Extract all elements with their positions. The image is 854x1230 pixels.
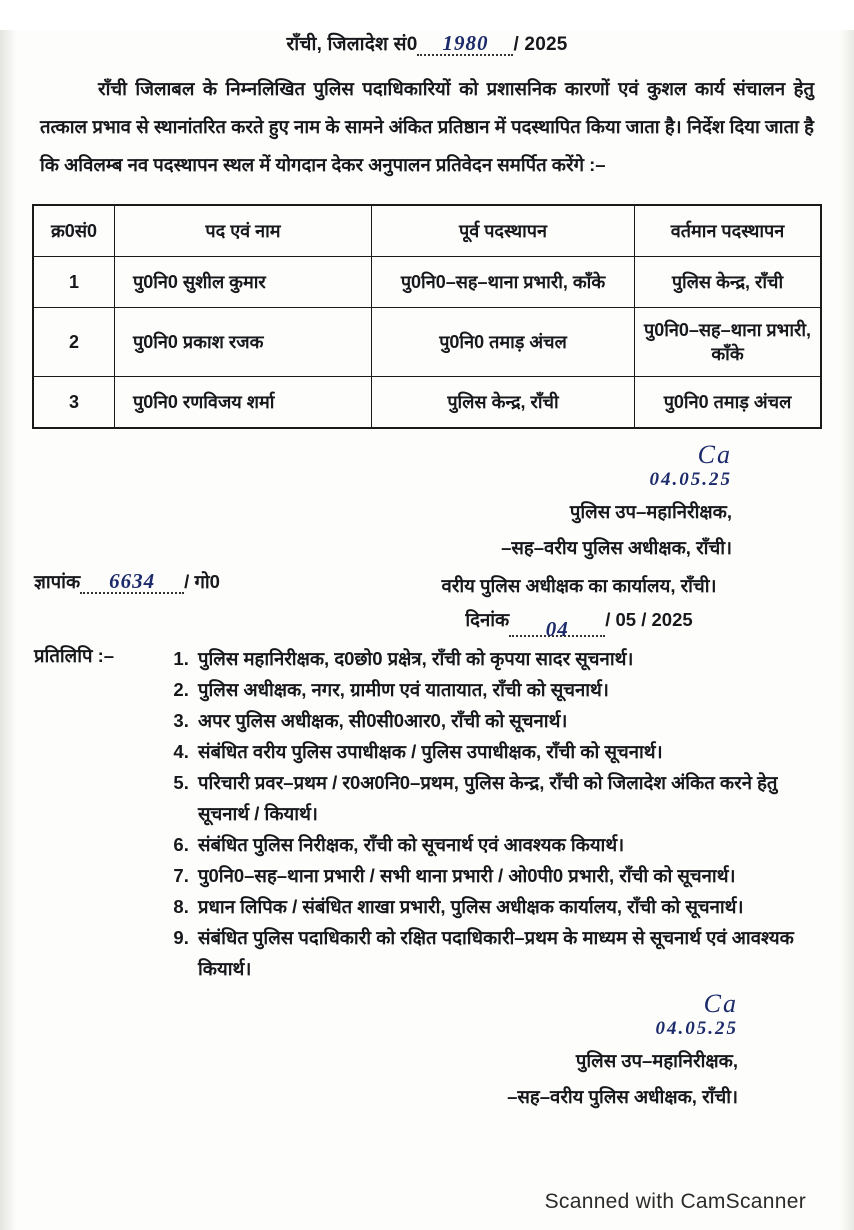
cell-rank-name: पु0नि0 रणविजय शर्मा [115, 377, 372, 429]
list-item: 3. अपर पुलिस अधीक्षक, सी0सी0आर0, राँची को सूचनार्थ। [194, 705, 824, 736]
transfer-table [32, 204, 822, 429]
signature-designation-line2: –सह–वरीय पुलिस अधीक्षक, राँची। [507, 1086, 738, 1107]
paragraph-text: राँची जिलाबल के निम्नलिखित पुलिस पदाधिकारियों को प्रशासनिक कारणों एवं कुशल कार्य संचालन हेतु तत्काल प्रभाव से स्थानांतरित करते हुए नाम के सामने अंकित प्रतिष्ठान में पदस्थापित किया जाता है। निर्देश दिया जाता है कि अविलम्ब नव पदस्थापन स्थल में योगदान देकर अनुपालन प्रतिवेदन समर्पित करेंगे :– [40, 78, 814, 175]
cell-serial: 2 [33, 308, 115, 377]
memo-date-line [364, 603, 794, 641]
cell-rank-name: पु0नि0 प्रकाश रजक [115, 308, 372, 377]
header-prefix: राँची, जिलादेश सं0 [286, 34, 418, 55]
list-item: 9. संबंधित पुलिस पदाधिकारी को रक्षित पदाधिकारी–प्रथम के माध्यम से सूचनार्थ एवं आवश्यक कियार्थ। [194, 922, 824, 984]
table-header-rank-name: पद एवं नाम [115, 205, 372, 257]
cell-current-posting: पु0नि0 तमाड़ अंचल [635, 377, 822, 429]
table-header-serial: क्र0सं0 [33, 205, 115, 257]
table-header-current-posting: वर्तमान पदस्थापन [635, 205, 822, 257]
list-item: 1. पुलिस महानिरीक्षक, द0छो0 प्रक्षेत्र, राँची को कृपया सादर सूचनार्थ। [194, 643, 824, 674]
signature-hand-date: 04.05.25 [649, 469, 732, 490]
table-row [33, 377, 821, 429]
list-item: 7. पु0नि0–सह–थाना प्रभारी / सभी थाना प्रभारी / ओ0पी0 प्रभारी, राँची को सूचनार्थ। [194, 860, 824, 891]
signature-block-bottom [30, 989, 824, 1112]
signature-designation-line1: पुलिस उप–महानिरीक्षक, [575, 1050, 738, 1071]
signature-designation-line1: पुलिस उप–महानिरीक्षक, [569, 501, 732, 522]
order-number-field [417, 32, 513, 56]
copy-to-section [30, 643, 824, 984]
list-item: 8. प्रधान लिपिक / संबंधित शाखा प्रभारी, पुलिस अधीक्षक कार्यालय, राँची को सूचनार्थ। [194, 891, 824, 922]
memo-number-value: 6634 [109, 569, 156, 593]
signature-designation-line2: –सह–वरीय पुलिस अधीक्षक, राँची। [501, 537, 732, 558]
memo-label: ज्ञापांक [34, 571, 81, 592]
body-paragraph [40, 70, 814, 184]
table-row [33, 308, 821, 377]
page-edge-shadow-right [840, 30, 854, 1230]
list-item: 6. संबंधित पुलिस निरीक्षक, राँची को सूचनार्थ एवं आवश्यक कियार्थ। [194, 829, 824, 860]
signature-block-top [30, 440, 824, 563]
cell-current-posting: पुलिस केन्द्र, राँची [635, 257, 822, 308]
memo-date-field [509, 613, 605, 641]
memo-date-label: दिनांक [465, 609, 510, 630]
list-item: 2. पुलिस अधीक्षक, नगर, ग्रामीण एवं यातायात, राँची को सूचनार्थ। [194, 674, 824, 705]
memo-number-field [80, 570, 184, 594]
memo-number-group [30, 569, 364, 594]
list-item: 5. परिचारी प्रवर–प्रथम / र0अ0नि0–प्रथम, पुलिस केन्द्र, राँची को जिलादेश अंकित करने हेतु सूचनार्थ / कियार्थ। [194, 767, 824, 829]
cell-rank-name: पु0नि0 सुशील कुमार [115, 257, 372, 308]
cell-previous-posting: पु0नि0–सह–थाना प्रभारी, काँके [372, 257, 635, 308]
memo-office-group [364, 569, 824, 641]
table-header-previous-posting: पूर्व पदस्थापन [372, 205, 635, 257]
order-number-value: 1980 [442, 31, 489, 55]
scanner-watermark: Scanned with CamScanner [544, 1190, 806, 1213]
table-header-row [33, 205, 821, 257]
signature-scribble-icon: Ca [697, 440, 732, 469]
copy-to-list [166, 643, 824, 984]
signature-scribble-icon: Ca [703, 989, 738, 1018]
cell-previous-posting: पुलिस केन्द्र, राँची [372, 377, 635, 429]
table-row [33, 257, 821, 308]
signature-hand-date: 04.05.25 [655, 1018, 738, 1039]
memo-suffix: / गो0 [184, 571, 220, 592]
memo-date-value: 04 [545, 617, 569, 641]
header-year: / 2025 [513, 34, 568, 55]
cell-previous-posting: पु0नि0 तमाड़ अंचल [372, 308, 635, 377]
cell-current-posting: पु0नि0–सह–थाना प्रभारी, काँके [635, 308, 822, 377]
copy-to-label: प्रतिलिपि :– [34, 645, 115, 666]
page-edge-shadow-left [0, 30, 16, 1230]
cell-serial: 3 [33, 377, 115, 429]
cell-serial: 1 [33, 257, 115, 308]
memo-office-line: वरीय पुलिस अधीक्षक का कार्यालय, राँची। [441, 575, 717, 596]
list-item: 4. संबंधित वरीय पुलिस उपाधीक्षक / पुलिस उपाधीक्षक, राँची को सूचनार्थ। [194, 736, 824, 767]
document-page [0, 30, 854, 1230]
document-header [30, 30, 824, 56]
memo-date-rest: / 05 / 2025 [605, 609, 693, 630]
memo-row [30, 569, 824, 641]
